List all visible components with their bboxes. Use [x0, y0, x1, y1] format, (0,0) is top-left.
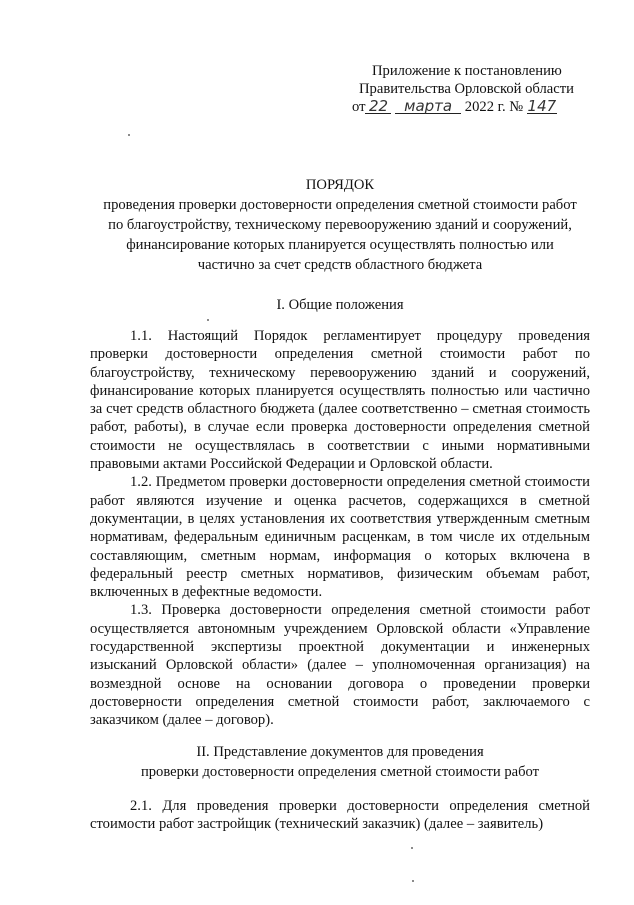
scan-speck [412, 880, 414, 882]
handwritten-day: 22 [365, 99, 391, 114]
subtitle-line: финансирование которых планируется осуществлять полностью или [126, 237, 554, 253]
section-1-heading: I. Общие положения [276, 297, 404, 313]
paragraph-1-1: 1.1. Настоящий Порядок регламентирует процедуру проведения проверки достоверности определения сметной стоимости работ по благоустройству, техническому перевооружению зданий и сооружений, финансирование которых планируется осуществлять полностью или частично за счет средств областного бюджета (далее соответственно – сметная стоимость работ, работы), в случае если проверка достоверности определения сметной стоимости не осуществлялась в соответствии с иными нормативными правовыми актами Российской Федерации и Орловской области. [90, 328, 590, 473]
paragraph-1-2: 1.2. Предметом проверки достоверности определения сметной стоимости работ являются изучение и оценка расчетов, содержащихся в сметной документации, в целях установления их соответствия утвержденным сметным нормативам, федеральным единичным расценкам, в том числе их отдельным составляющим, сметным нормам, информация о которых включена в федеральный реестр сметных нормативов, физическим объемам работ, включенных в дефектные ведомости. [90, 474, 590, 601]
section-2-heading-line-2: проверки достоверности определения сметной стоимости работ [140, 764, 540, 780]
handwritten-number: 147 [527, 97, 557, 115]
paragraph-2-1: 2.1. Для проведения проверки достоверности определения сметной стоимости работ застройщик (технический заказчик) (далее – заявитель) [90, 798, 590, 833]
section-2-body [90, 797, 590, 834]
scan-speck [207, 319, 209, 321]
appendix-header [352, 62, 574, 116]
subtitle-line: проведения проверки достоверности определения сметной стоимости работ [103, 197, 577, 213]
appendix-line-2: Правительства Орловской области [359, 81, 574, 97]
subtitle-line: частично за счет средств областного бюджета [197, 257, 483, 273]
appendix-line-1: Приложение к постановлению [372, 63, 562, 79]
handwritten-month: марта [395, 99, 461, 114]
section-2-heading-line-1: II. Представление документов для проведения [196, 744, 484, 760]
document-title-block [60, 175, 620, 275]
paragraph-1-3: 1.3. Проверка достоверности определения сметной стоимости работ осуществляется автономным учреждением Орловской области «Управление государственной экспертизы проектной документации и инженерных изысканий Орловской области» (далее – уполномоченная организация) на возмездной основе на основании договора о проведении проверки достоверности определения сметной стоимости работ, заключаемого с заказчиком (далее – договор). [90, 602, 590, 729]
year-number-label: 2022 г. № [464, 99, 524, 115]
scan-speck [128, 134, 130, 136]
document-title: ПОРЯДОК [305, 177, 375, 193]
section-2-heading [60, 742, 620, 782]
appendix-date-line [352, 98, 574, 116]
subtitle-line: по благоустройству, техническому перевооружению зданий и сооружений, [108, 217, 572, 233]
date-prefix: от [352, 99, 366, 115]
section-1-body [90, 327, 590, 730]
scan-speck [411, 847, 413, 849]
